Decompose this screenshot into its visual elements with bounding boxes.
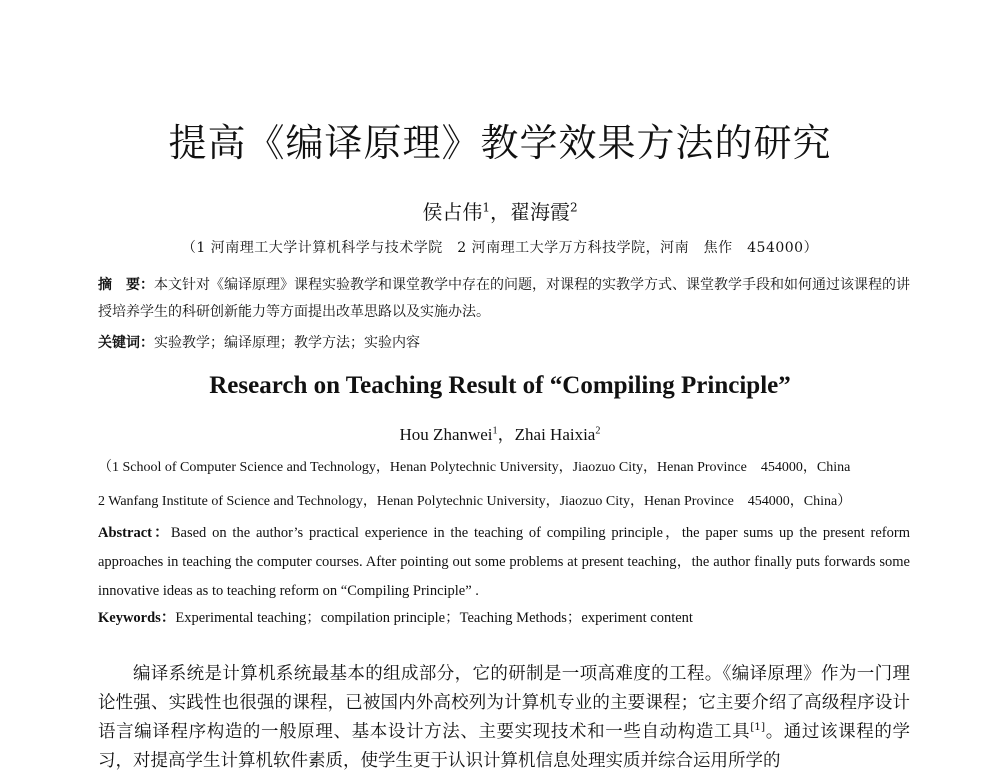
affiliation-en-line-1: （1 School of Computer Science and Technology，Henan Polytechnic University，Jiaozuo City，Henan Province 454000，China [98, 460, 851, 475]
keywords-en [98, 606, 910, 627]
author-separator-en: ， [497, 425, 515, 444]
affiliation-cn: （1 河南理工大学计算机科学与技术学院 2 河南理工大学万方科技学院，河南 焦作 454000） [181, 240, 819, 256]
abstract-label-en: Abstract： [98, 525, 171, 541]
paper-title-en: Research on Teaching Result of “Compiling Principle” [209, 372, 791, 399]
citation-ref: [1] [750, 721, 766, 734]
body-text-before-ref: 编译系统是计算机系统最基本的组成部分，它的研制是一项高难度的工程。《编译原理》作为一门理论性强、实践性也很强的课程，已被国内外高校列为计算机专业的主要课程；它主要介绍了高级程序设计语言编译程序构造的一般原理、基本设计方法、主要实现技术和一些自动构造工具 [98, 664, 910, 742]
keywords-text-en: Experimental teaching；compilation principle；Teaching Methods；experiment content [175, 610, 693, 626]
body-paragraph-cn [98, 660, 910, 776]
abstract-cn [98, 272, 910, 326]
authors-cn [0, 196, 1000, 225]
keywords-cn [98, 332, 910, 352]
author-1-name-cn: 侯占伟 [422, 200, 483, 224]
abstract-label-cn: 摘 要： [98, 277, 154, 293]
abstract-en [98, 519, 910, 606]
abstract-text-cn: 本文针对《编译原理》课程实验教学和课堂教学中存在的问题，对课程的实教学方式、课堂教学手段和如何通过该课程的讲授培养学生的科研创新能力等方面提出改革思路以及实施办法。 [98, 277, 910, 320]
author-2-sup-en: 2 [595, 425, 601, 437]
authors-en [0, 420, 1000, 445]
author-1-name-en: Hou Zhanwei [399, 425, 493, 444]
author-2-name-cn: 翟海霞 [510, 200, 570, 224]
affiliation-en-line-2: 2 Wanfang Institute of Science and Technology，Henan Polytechnic University，Jiaozuo City，Henan Province 454000，China） [98, 494, 852, 509]
author-2-name-en: Zhai Haixia [514, 425, 596, 444]
author-separator-cn: ， [490, 200, 510, 224]
paper-title-cn: 提高《编译原理》教学效果方法的研究 [168, 121, 832, 165]
body-text-after-ref: 。通过该课程的学习，对提高学生计算机软件素质，使学生更于认识计算机信息处理实质并综合运用所学的 [98, 722, 911, 771]
keywords-label-cn: 关键词： [98, 335, 154, 351]
author-1-sup-en: 1 [492, 425, 498, 437]
author-1-sup-cn: 1 [482, 200, 490, 215]
author-2-sup-cn: 2 [570, 200, 578, 215]
keywords-text-cn: 实验教学；编译原理；教学方法；实验内容 [154, 335, 420, 351]
abstract-text-en: Based on the author’s practical experience in the teaching of compiling principle，the paper sums up the present reform approaches in teaching the computer courses. After pointing out some problems at present teaching，the author finally puts forwards some innovative ideas as to teaching reform on “Compiling Principle” . [98, 525, 910, 599]
keywords-label-en: Keywords： [98, 610, 176, 626]
